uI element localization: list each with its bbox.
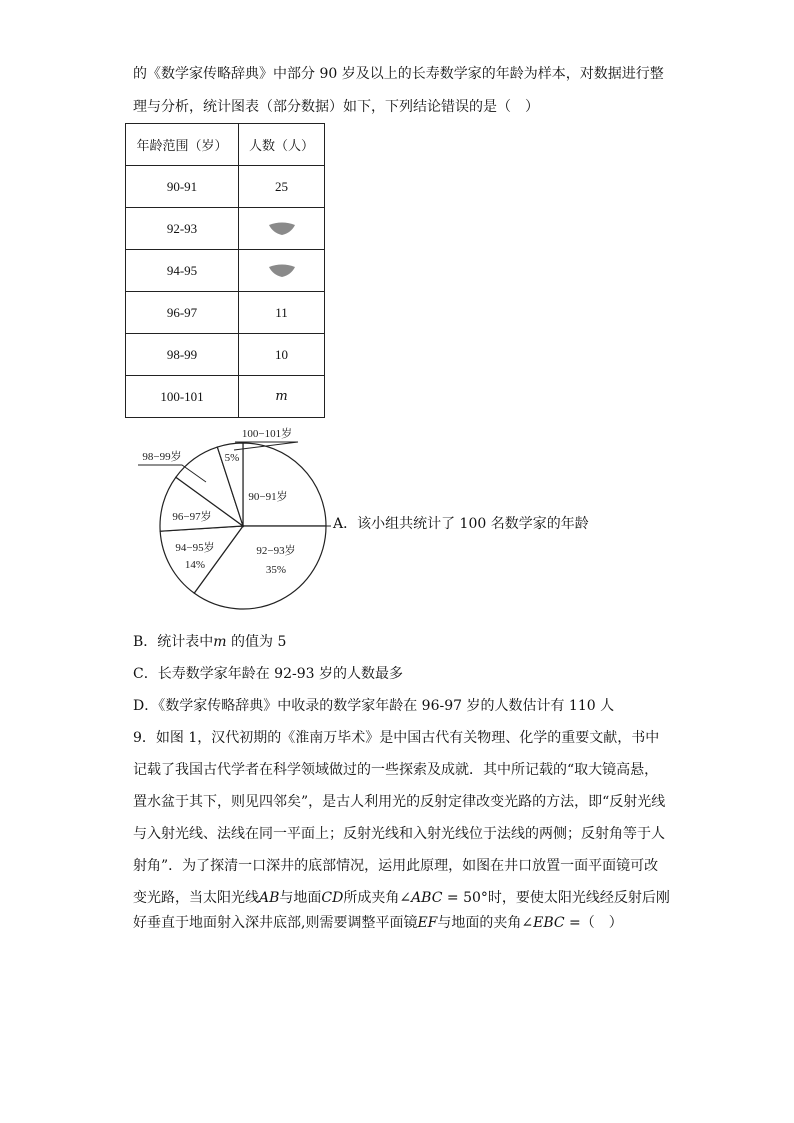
table-cell-range: 90-91 bbox=[126, 166, 239, 208]
option-b bbox=[133, 632, 286, 652]
option-a: A．该小组共统计了 100 名数学家的年龄 bbox=[333, 516, 589, 532]
table-row bbox=[126, 250, 325, 292]
ink-smudge-icon bbox=[267, 221, 297, 237]
table-row bbox=[126, 208, 325, 250]
math-ef: EF bbox=[417, 915, 438, 931]
text-segment: 与地面 bbox=[279, 890, 322, 906]
question-9-line-3: 置水盆于其下，则见四邻矣”，是古人利用光的反射定律改变光路的方法，即“反射光线 bbox=[133, 794, 666, 810]
table-cell-count: 10 bbox=[239, 334, 325, 376]
table-cell-range: 96-97 bbox=[126, 292, 239, 334]
text-segment: 变光路，当太阳光线 bbox=[133, 890, 259, 906]
text-segment: 与地面的夹角 bbox=[437, 915, 522, 931]
table-cell-count: 25 bbox=[239, 166, 325, 208]
table-row bbox=[126, 376, 325, 418]
table-row bbox=[126, 292, 325, 334]
pie-slice-percent: 14% bbox=[184, 559, 206, 571]
table-header-count: 人数（人） bbox=[239, 124, 325, 166]
table-header-age-range: 年龄范围（岁） bbox=[126, 124, 239, 166]
question-9-line-6 bbox=[133, 888, 670, 908]
option-b-suffix: 的值为 5 bbox=[226, 634, 287, 650]
table-header-row bbox=[126, 124, 325, 166]
math-angle-ebc: ∠EBC bbox=[521, 915, 565, 931]
pie-slice-label: 96−97岁 bbox=[172, 511, 212, 523]
text-segment: 所成夹角 bbox=[343, 890, 400, 906]
pie-slice bbox=[243, 443, 326, 526]
pie-slice-percent: 35% bbox=[265, 564, 287, 576]
table-cell-count bbox=[239, 208, 325, 250]
question-9-line-7 bbox=[133, 913, 623, 933]
math-ab: AB bbox=[259, 890, 280, 906]
option-c: C．长寿数学家年龄在 92-93 岁的人数最多 bbox=[133, 666, 403, 682]
table-cell-count: m bbox=[239, 376, 325, 418]
question-9-line-5: 射角”．为了探清一口深井的底部情况，运用此原理，如图在井口放置一面平面镜可改 bbox=[133, 858, 659, 874]
table-cell-range: 98-99 bbox=[126, 334, 239, 376]
math-angle-abc: ∠ABC bbox=[399, 890, 443, 906]
pie-slice-percent: 5% bbox=[224, 452, 240, 464]
table-cell-range: 100-101 bbox=[126, 376, 239, 418]
pie-chart bbox=[120, 420, 335, 625]
intro-line-2: 理与分析，统计图表（部分数据）如下，下列结论错误的是（ ） bbox=[133, 99, 539, 115]
table-row bbox=[126, 166, 325, 208]
text-segment: = 50°时，要使太阳光线经反射后刚 bbox=[442, 890, 670, 906]
table-cell-count: 11 bbox=[239, 292, 325, 334]
math-cd: CD bbox=[321, 890, 344, 906]
pie-slice-label: 98−99岁 bbox=[142, 451, 182, 463]
pie-slice-label: 92−93岁 bbox=[256, 545, 296, 557]
text-segment: =（ ） bbox=[564, 915, 623, 931]
pie-slice-label: 100−101岁 bbox=[241, 428, 293, 440]
pie-slice-label: 90−91岁 bbox=[248, 491, 288, 503]
text-segment: 好垂直于地面射入深井底部,则需要调整平面镜 bbox=[133, 915, 418, 931]
option-b-prefix: B．统计表中 bbox=[133, 634, 214, 650]
statistics-table bbox=[125, 123, 325, 418]
pie-slice-label: 94−95岁 bbox=[175, 542, 215, 554]
question-9-line-1: 9．如图 1，汉代初期的《淮南万毕术》是中国古代有关物理、化学的重要文献，书中 bbox=[133, 730, 660, 746]
intro-line-1: 的《数学家传略辞典》中部分 90 岁及以上的长寿数学家的年龄为样本，对数据进行整 bbox=[133, 66, 664, 82]
table-cell-range: 94-95 bbox=[126, 250, 239, 292]
table-cell-count bbox=[239, 250, 325, 292]
option-d: D．《数学家传略辞典》中收录的数学家年龄在 96-97 岁的人数估计有 110 人 bbox=[133, 698, 615, 714]
question-9-line-4: 与入射光线、法线在同一平面上；反射光线和入射光线位于法线的两侧；反射角等于人 bbox=[133, 826, 665, 842]
table-cell-range: 92-93 bbox=[126, 208, 239, 250]
ink-smudge-icon bbox=[267, 263, 297, 279]
table-row bbox=[126, 334, 325, 376]
option-b-variable: m bbox=[213, 634, 227, 650]
question-9-line-2: 记载了我国古代学者在科学领域做过的一些探索及成就．其中所记载的“取大镜高悬， bbox=[133, 762, 659, 778]
